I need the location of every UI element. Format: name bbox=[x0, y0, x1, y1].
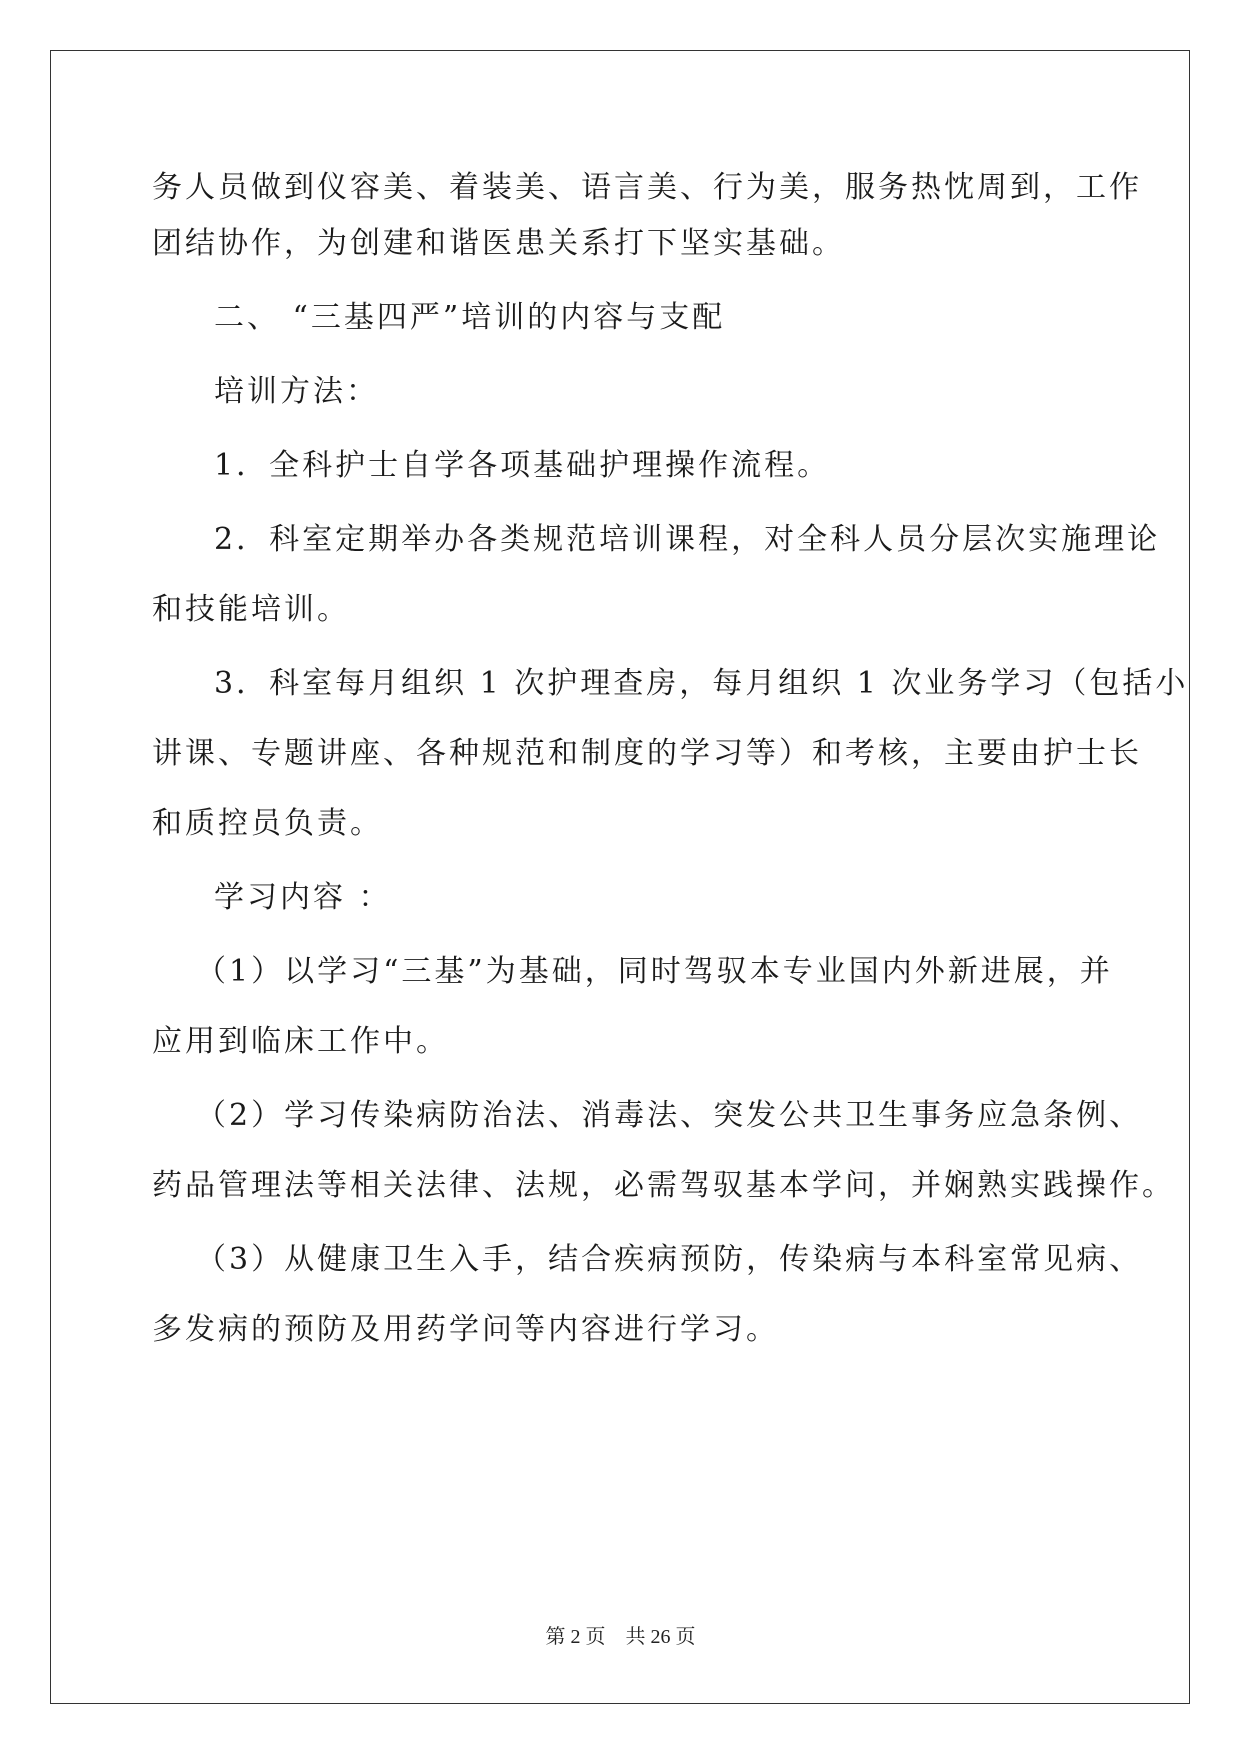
list-item: 2．科室定期举办各类规范培训课程，对全科人员分层次实施理论 bbox=[214, 522, 1161, 557]
list-item: （3）从健康卫生入手，结合疾病预防，传染病与本科室常见病、 bbox=[196, 1242, 1143, 1277]
page-number-footer: 第 2 页 共 26 页 bbox=[545, 1626, 696, 1648]
text-line: 应用到临床工作中。 bbox=[152, 1024, 449, 1059]
list-item: 3．科室每月组织 1 次护理查房，每月组织 1 次业务学习（包括小 bbox=[214, 666, 1189, 701]
text-line: 和质控员负责。 bbox=[152, 806, 383, 841]
list-item: 1．全科护士自学各项基础护理操作流程。 bbox=[214, 448, 831, 483]
subheading: 学习内容 ： bbox=[214, 880, 392, 915]
subheading: 培训方法： bbox=[214, 374, 379, 409]
text-line: 务人员做到仪容美、着装美、语言美、行为美，服务热忱周到，工作 bbox=[152, 170, 1142, 205]
list-item: （2）学习传染病防治法、消毒法、突发公共卫生事务应急条例、 bbox=[196, 1098, 1143, 1133]
section-heading: 二、 “三基四严”培训的内容与支配 bbox=[214, 300, 726, 335]
text-line: 团结协作，为创建和谐医患关系打下坚实基础。 bbox=[152, 226, 845, 261]
list-item: （1）以学习“三基”为基础，同时驾驭本专业国内外新进展，并 bbox=[196, 954, 1113, 989]
text-line: 和技能培训。 bbox=[152, 592, 350, 627]
text-line: 多发病的预防及用药学问等内容进行学习。 bbox=[152, 1312, 779, 1347]
text-line: 讲课、专题讲座、各种规范和制度的学习等）和考核，主要由护士长 bbox=[152, 736, 1142, 771]
text-line: 药品管理法等相关法律、法规，必需驾驭基本学问，并娴熟实践操作。 bbox=[152, 1168, 1175, 1203]
